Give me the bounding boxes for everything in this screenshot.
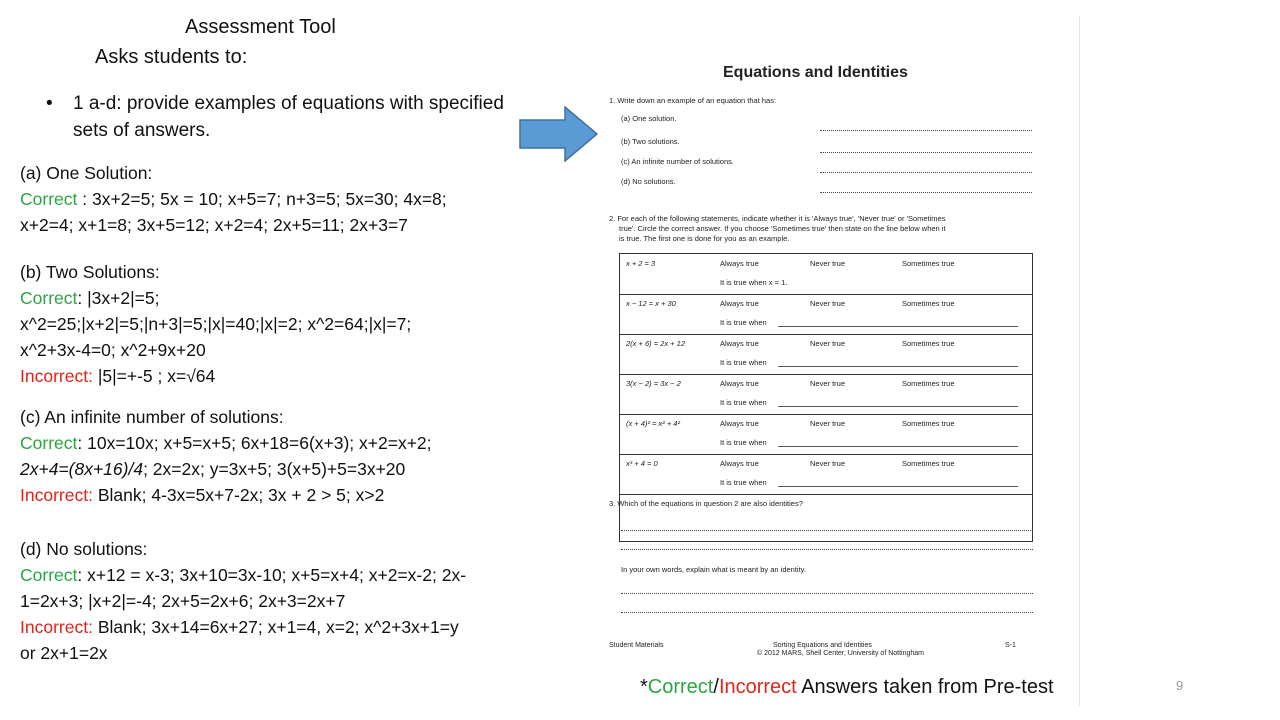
question-2-line: is true. The first one is done for you as an example. <box>619 234 790 243</box>
true-when-label: It is true when <box>720 478 767 487</box>
correct-answers-cont: ; 2x=2x; y=3x+5; 3(x+5)+5=3x+20 <box>143 459 406 479</box>
incorrect-answers: Blank; 4-3x=5x+7-2x; 3x + 2 > 5; x>2 <box>92 485 385 505</box>
equation: x + 2 = 3 <box>626 259 656 268</box>
option-always: Always true <box>720 419 759 428</box>
answer-line <box>778 406 1018 407</box>
footnote-slash: / <box>713 676 719 698</box>
correct-label: Correct <box>20 565 78 585</box>
bullet-text: 1 a-d: provide examples of equations with specified sets of answers. <box>73 93 504 141</box>
table-row <box>620 254 1032 295</box>
answer-line <box>820 130 1032 131</box>
option-sometimes: Sometimes true <box>902 419 955 428</box>
question-1d: (d) No solutions. <box>621 177 676 186</box>
equation: x³ + 4 = 0 <box>626 459 658 468</box>
option-always: Always true <box>720 299 759 308</box>
page-subtitle: Asks students to: <box>95 46 248 68</box>
footnote-correct: Correct <box>647 676 714 698</box>
question-2-line: 2. For each of the following statements, indicate whether it is 'Always true', 'Never true' or 'Sometimes <box>609 214 946 223</box>
answer-line <box>820 172 1032 173</box>
option-sometimes: Sometimes true <box>902 259 955 268</box>
question-2-line: true'. Circle the correct answer. If you choose 'Sometimes true' then state on the line below when it <box>619 224 946 233</box>
true-when-label: It is true when <box>720 398 767 407</box>
option-never: Never true <box>810 339 846 348</box>
section-heading: (d) No solutions: <box>20 539 148 559</box>
section-infinite-solutions <box>20 404 580 508</box>
right-arrow-icon <box>519 106 599 162</box>
answer-line <box>621 530 1033 531</box>
section-no-solutions <box>20 536 580 666</box>
option-always: Always true <box>720 459 759 468</box>
question-1a: (a) One solution. <box>621 114 677 123</box>
bullet-dot-icon: • <box>46 93 53 114</box>
worksheet-image <box>605 60 1035 660</box>
answer-line <box>778 366 1018 367</box>
example-when: It is true when x = 1. <box>720 278 788 287</box>
answers-source-note <box>640 676 1054 699</box>
section-heading: (a) One Solution: <box>20 163 153 183</box>
equation: x − 12 = x + 30 <box>626 299 676 308</box>
option-always: Always true <box>720 339 759 348</box>
option-never: Never true <box>810 419 846 428</box>
answer-line <box>621 612 1033 613</box>
option-never: Never true <box>810 379 846 388</box>
answer-line <box>820 192 1032 193</box>
table-row <box>620 374 1032 415</box>
correct-label: Correct <box>20 433 78 453</box>
table-row <box>620 294 1032 335</box>
incorrect-answers: |5|=+-5 ; x=√64 <box>92 366 216 386</box>
table-row <box>620 454 1032 495</box>
equation: 2(x + 6) = 2x + 12 <box>626 339 685 348</box>
footnote-incorrect: Incorrect <box>718 676 797 698</box>
divider-line <box>1079 16 1080 706</box>
option-sometimes: Sometimes true <box>902 339 955 348</box>
correct-answer-italic: 2x+4=(8x+16)/4 <box>20 459 144 479</box>
incorrect-label: Incorrect: <box>20 485 93 505</box>
correct-label: Correct <box>20 288 78 308</box>
table-row <box>620 414 1032 455</box>
correct-answers: : x+12 = x-3; 3x+10=3x-10; x+5=x+4; x+2=x-2; 2x- <box>77 565 467 585</box>
incorrect-label: Incorrect: <box>20 617 93 637</box>
answer-line <box>778 446 1018 447</box>
question-1: 1. Write down an example of an equation that has: <box>609 96 777 105</box>
worksheet-title: Equations and Identities <box>723 64 908 81</box>
answer-line <box>778 326 1018 327</box>
true-when-label: It is true when <box>720 318 767 327</box>
worksheet-footer-mid: Sorting Equations and Identities <box>773 642 872 649</box>
answer-line <box>820 152 1032 153</box>
option-never: Never true <box>810 459 846 468</box>
incorrect-answers: Blank; 3x+14=6x+27; x+1=4, x=2; x^2+3x+1=y <box>92 617 459 637</box>
true-when-label: It is true when <box>720 438 767 447</box>
section-one-solution <box>20 160 580 238</box>
section-heading: (c) An infinite number of solutions: <box>20 407 284 427</box>
answer-line <box>621 549 1033 550</box>
incorrect-label: Incorrect: <box>20 366 93 386</box>
correct-answers-cont: 1=2x+3; |x+2|=-4; 2x+5=2x+6; 2x+3=2x+7 <box>20 591 346 611</box>
question-3: 3. Which of the equations in question 2 are also identities? <box>609 499 803 508</box>
footnote-star: * <box>640 676 648 698</box>
footnote-text: Answers taken from Pre-test <box>796 676 1054 698</box>
option-never: Never true <box>810 299 846 308</box>
option-sometimes: Sometimes true <box>902 379 955 388</box>
slide-number: 9 <box>1176 678 1184 693</box>
option-sometimes: Sometimes true <box>902 459 955 468</box>
question-1c: (c) An infinite number of solutions. <box>621 157 734 166</box>
correct-answers-cont: x^2+3x-4=0; x^2+9x+20 <box>20 340 206 360</box>
question-1b: (b) Two solutions. <box>621 137 680 146</box>
answer-line <box>778 486 1018 487</box>
option-never: Never true <box>810 259 846 268</box>
option-always: Always true <box>720 259 759 268</box>
section-two-solutions <box>20 259 580 389</box>
equation: (x + 4)² = x² + 4² <box>626 419 680 428</box>
table-row <box>620 334 1032 375</box>
equation: 3(x − 2) = 3x − 2 <box>626 379 681 388</box>
true-when-label: It is true when <box>720 358 767 367</box>
option-sometimes: Sometimes true <box>902 299 955 308</box>
identity-prompt: In your own words, explain what is meant by an identity. <box>621 565 806 574</box>
section-heading: (b) Two Solutions: <box>20 262 160 282</box>
correct-answers: : |3x+2|=5; <box>77 288 160 308</box>
correct-answers: : 10x=10x; x+5=x+5; 6x+18=6(x+3); x+2=x+2; <box>77 433 432 453</box>
answer-line <box>621 593 1033 594</box>
worksheet-footer-left: Student Materials <box>609 642 664 649</box>
incorrect-answers-cont: or 2x+1=2x <box>20 643 108 663</box>
worksheet-copyright: © 2012 MARS, Shell Center, University of Nottingham <box>757 650 925 657</box>
correct-answers: : 3x+2=5; 5x = 10; x+5=7; n+3=5; 5x=30; 4x=8; <box>82 189 447 209</box>
correct-label: Correct <box>20 189 78 209</box>
correct-answers-cont: x+2=4; x+1=8; 3x+5=12; x+2=4; 2x+5=11; 2x+3=7 <box>20 215 408 235</box>
option-always: Always true <box>720 379 759 388</box>
correct-answers-cont: x^2=25;|x+2|=5;|n+3|=5;|x|=40;|x|=2; x^2=64;|x|=7; <box>20 314 412 334</box>
worksheet-footer-right: S-1 <box>1005 642 1016 649</box>
page-title: Assessment Tool <box>185 16 336 38</box>
